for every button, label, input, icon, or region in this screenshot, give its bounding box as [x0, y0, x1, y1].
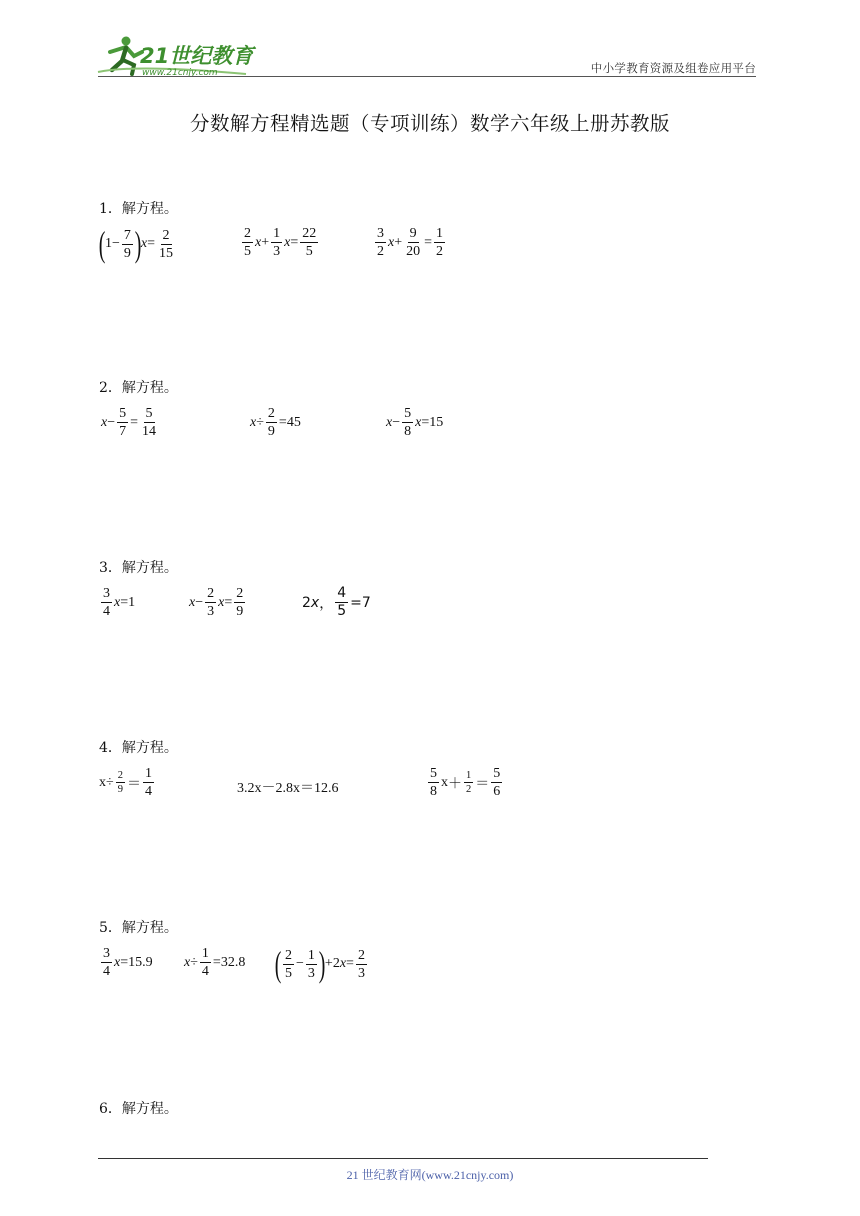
fraction-denominator: 4 [201, 964, 209, 979]
fraction [101, 946, 112, 979]
header-divider [98, 76, 756, 77]
eq-text: = [147, 236, 156, 251]
eq-text: ＋ [448, 776, 462, 792]
fraction [266, 406, 277, 439]
footer-divider [98, 1158, 708, 1159]
fraction [434, 226, 445, 259]
right-paren: ) [134, 224, 142, 264]
variable: x [386, 414, 393, 430]
variable: x [189, 594, 196, 610]
fraction [402, 406, 413, 439]
fraction [116, 770, 125, 795]
eq-text: = [120, 954, 129, 970]
eq-text: 15 [429, 414, 444, 430]
variable: x [255, 234, 262, 250]
variable: x [284, 234, 291, 250]
equation-5a [99, 946, 153, 979]
eq-text: + [394, 234, 403, 250]
equation-3a [99, 586, 135, 619]
eq-text: − [195, 594, 204, 610]
fraction-numerator: 1 [307, 947, 315, 963]
eq-text: ÷ [256, 414, 264, 430]
fraction-denominator: 4 [144, 784, 152, 799]
variable: x [99, 774, 106, 790]
eq-text: 15.9 [128, 954, 153, 970]
fraction-numerator: 9 [409, 226, 417, 241]
eq-text: = [421, 414, 430, 430]
fraction [300, 226, 318, 259]
equation-2a [101, 406, 160, 439]
fraction [200, 946, 211, 979]
fraction-numerator: 1 [273, 226, 281, 241]
eq-text: − [107, 414, 116, 430]
variable: x [339, 956, 347, 971]
fraction [234, 586, 245, 619]
equation-5b [184, 946, 245, 979]
page-title: 分数解方程精选题（专项训练）数学六年级上册苏教版 [189, 112, 670, 135]
eq-text: 7 [361, 594, 371, 611]
fraction [101, 586, 112, 619]
equation-1a [99, 226, 177, 262]
eq-text: = [290, 234, 299, 250]
eq-text: = [278, 414, 287, 430]
fraction [205, 586, 216, 619]
equation-4b: 3.2x－2.8x＝12.6 [237, 781, 339, 796]
fraction-denominator: 14 [142, 424, 157, 439]
fraction-numerator: 7 [123, 227, 131, 243]
question-1-label: 1．解方程。 [99, 201, 178, 217]
variable: x [101, 414, 108, 430]
eq-text: − [296, 956, 304, 971]
fraction-denominator: 4 [103, 604, 110, 619]
fraction [428, 766, 439, 799]
question-6-label: 6．解方程。 [99, 1101, 178, 1117]
fraction [140, 406, 158, 439]
fraction-numerator: 2 [244, 226, 251, 241]
eq-text: = [424, 234, 433, 250]
equation-4a [99, 766, 156, 799]
fraction [404, 226, 422, 259]
variable: x [218, 594, 225, 610]
footer-text: 21 世纪教育网(www.21cnjy.com) [346, 1168, 514, 1182]
fraction-denominator: 7 [119, 424, 127, 439]
question-2-label: 2．解方程。 [99, 380, 178, 396]
fraction [117, 406, 128, 439]
fraction-denominator: 3 [273, 244, 281, 259]
eq-text: ＝ [126, 776, 141, 792]
right-paren: ) [318, 944, 326, 984]
equation-5c [275, 946, 369, 982]
fraction-denominator: 5 [244, 244, 251, 259]
fraction-denominator: 5 [285, 965, 292, 981]
fraction-denominator: 2 [466, 784, 472, 795]
fraction [375, 226, 386, 259]
eq-text: 45 [286, 414, 301, 430]
fraction [464, 770, 473, 795]
eq-text: 2 [302, 594, 311, 611]
variable: x [114, 954, 121, 970]
fraction-denominator: 15 [159, 245, 174, 261]
eq-text: = [350, 594, 362, 611]
left-paren: ( [274, 944, 282, 984]
eq-text: = [224, 594, 233, 610]
fraction-numerator: 2 [162, 227, 170, 243]
fraction-denominator: 8 [404, 424, 412, 439]
site-tagline: 中小学教育资源及组卷应用平台 [590, 61, 756, 75]
fraction [356, 948, 367, 981]
fraction-numerator: 2 [357, 947, 365, 963]
fraction-numerator: 3 [103, 946, 110, 961]
fraction-numerator: 1 [144, 766, 152, 781]
fraction-denominator: 20 [406, 244, 421, 259]
eq-text: 1 [128, 594, 136, 610]
fraction-numerator: 2 [207, 586, 215, 601]
fraction [271, 226, 282, 259]
eq-text: = [120, 594, 129, 610]
fraction-numerator: 22 [302, 226, 317, 241]
variable: x [114, 594, 121, 610]
question-4-label: 4．解方程。 [99, 740, 178, 756]
variable: x [310, 594, 320, 611]
variable: x [441, 774, 448, 790]
logo-main-text: 21世纪教育 [140, 44, 254, 68]
fraction [242, 226, 253, 259]
equation-1b [240, 226, 320, 259]
fraction-numerator: 3 [103, 586, 110, 601]
eq-text: ， [319, 595, 334, 612]
fraction-denominator: 2 [436, 244, 444, 259]
variable: x [140, 236, 148, 251]
fraction-denominator: 8 [430, 784, 437, 799]
fraction-numerator: 1 [466, 770, 472, 781]
fraction-denominator: 9 [267, 424, 275, 439]
equation-4c [426, 766, 504, 799]
fraction-denominator: 6 [493, 784, 501, 799]
eq-text: = [130, 414, 139, 430]
variable: x [184, 954, 191, 970]
fraction-denominator: 3 [207, 604, 215, 619]
fraction-denominator: 4 [103, 964, 110, 979]
eq-text: − [112, 236, 120, 251]
eq-text: ÷ [190, 954, 198, 970]
fraction [283, 948, 294, 981]
equation-2b [250, 406, 301, 439]
eq-text: − [392, 414, 401, 430]
variable: x [250, 414, 257, 430]
eq-text: + [261, 234, 270, 250]
eq-text: ＝ [475, 776, 490, 792]
equation-3b [189, 586, 247, 619]
fraction-denominator: 3 [307, 965, 315, 981]
fraction-numerator: 1 [201, 946, 209, 961]
fraction-numerator: 2 [285, 947, 292, 963]
eq-text: 1 [105, 236, 112, 251]
left-paren: ( [98, 224, 106, 264]
eq-text: = [346, 956, 354, 971]
fraction [143, 766, 154, 799]
variable: x [415, 414, 422, 430]
fraction-denominator: 9 [236, 604, 244, 619]
equation-1c [373, 226, 447, 259]
logo-sub-text: www.21cnjy.com [142, 68, 218, 78]
fraction-numerator: 5 [430, 766, 437, 781]
fraction [157, 228, 175, 261]
fraction-denominator: 5 [305, 244, 313, 259]
variable: x [388, 234, 395, 250]
eq-text: ÷ [106, 774, 114, 790]
fraction [122, 228, 133, 261]
question-3-label: 3．解方程。 [99, 560, 178, 576]
fraction-numerator: 1 [436, 226, 444, 241]
fraction-numerator: 2 [236, 586, 244, 601]
fraction-numerator: 2 [117, 770, 123, 781]
eq-text: = [212, 954, 221, 970]
fraction-denominator: 9 [117, 784, 123, 795]
eq-text: 32.8 [220, 954, 246, 970]
fraction-denominator: 2 [377, 244, 384, 259]
fraction-numerator: 5 [404, 406, 412, 421]
fraction-numerator: 5 [493, 766, 501, 781]
fraction-numerator: 5 [119, 406, 127, 421]
eq-text: + [324, 956, 333, 971]
fraction [335, 586, 348, 619]
fraction-denominator: 9 [123, 245, 131, 261]
question-5-label: 5．解方程。 [99, 920, 178, 936]
eq-text: 2 [332, 956, 340, 971]
fraction-numerator: 4 [337, 585, 347, 601]
fraction-numerator: 3 [377, 226, 384, 241]
fraction-denominator: 5 [337, 603, 347, 619]
fraction-numerator: 2 [267, 406, 275, 421]
fraction [306, 948, 317, 981]
fraction [491, 766, 502, 799]
equation-2c [386, 406, 443, 439]
fraction-numerator: 5 [145, 406, 153, 421]
equation-3c [302, 586, 371, 619]
site-logo [96, 34, 266, 78]
fraction-denominator: 3 [357, 965, 365, 981]
